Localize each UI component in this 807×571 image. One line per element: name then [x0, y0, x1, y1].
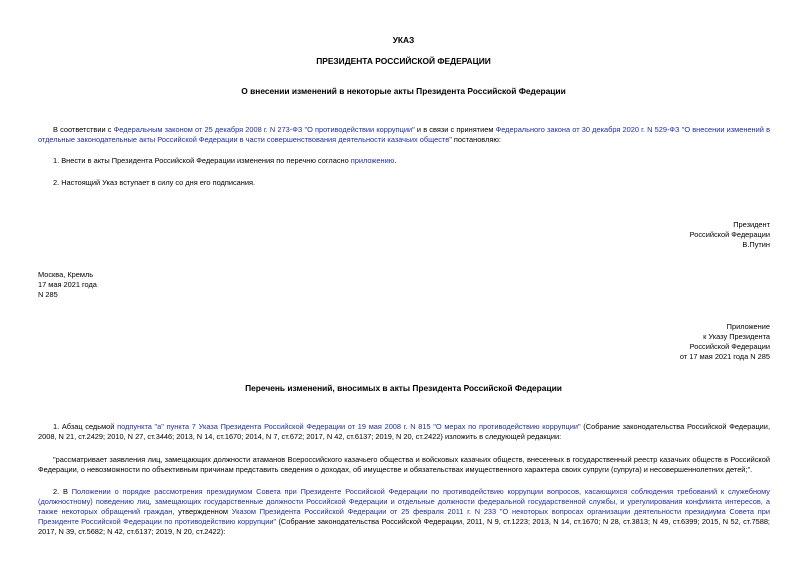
decree-233-link[interactable]: Указом Президента Российской Федерации от 25 февраля 2011 г. N 233 "О некоторых вопросах организации деятельности президиума Совета при Президенте Российской Федерации по противодействию коррупции" — [38, 507, 770, 526]
appendix-date: от 17 мая 2021 года N 285 — [679, 352, 770, 361]
federal-law-529-link[interactable]: Федерального закона от 30 декабря 2020 г. N 529-ФЗ "О внесении изменений в отдельные законодательные акты Российской Федерации в части совершенствования деятельности казачьих обществ" — [38, 125, 770, 144]
preamble-paragraph — [38, 125, 770, 145]
change-2-text-1: 2. В — [53, 487, 72, 496]
change-1-text-1: 1. Абзац седьмой — [53, 422, 118, 431]
change-1-paragraph — [38, 422, 770, 442]
doc-type-title: УКАЗ — [392, 35, 415, 45]
signature-country: Российской Федерации — [689, 230, 770, 239]
change-2-text-2: , утвержденном — [172, 507, 232, 516]
decree-subject: О внесении изменений в некоторые акты Президента Российской Федерации — [241, 86, 566, 96]
appendix-header — [680, 322, 770, 362]
appendix-ref: к Указу Президента — [703, 332, 770, 341]
item-1-paragraph — [38, 156, 770, 166]
preamble-text-3: постановляю: — [451, 135, 501, 144]
preamble-text-2: и в связи с принятием — [414, 125, 496, 134]
item-1-text: 1. Внести в акты Президента Российской Федерации изменения по перечню согласно — [53, 156, 351, 165]
federal-law-273-link[interactable]: Федеральным законом от 25 декабря 2008 г. N 273-ФЗ "О противодействии коррупции" — [113, 125, 415, 134]
signature-name: В.Путин — [742, 240, 770, 249]
regulation-link[interactable]: Положении о порядке рассмотрения президиумом Совета при Президенте Российской Федерации по противодействию коррупции вопросов, касающихся соблюдения требований к служебному (должностному) поведению лиц, замещающих государственные должности Российской Федерации и отдельные должности федеральной государственной службы, и урегулирования конфликта интересов, а также некоторых обращений граждан — [38, 487, 770, 516]
preamble-text-1: В соответствии с — [53, 125, 114, 134]
place-date-block — [38, 270, 97, 300]
appendix-label: Приложение — [726, 322, 770, 331]
change-2-paragraph — [38, 487, 770, 537]
decree-815-link[interactable]: Указа Президента Российской Федерации от 19 мая 2008 г. N 815 "О мерах по противодействию коррупции" — [198, 422, 581, 431]
quote-1-paragraph: "рассматривает заявления лиц, замещающих должности атаманов Всероссийского казачьего общества и войсковых казачьих обществ, внесенных в государственный реестр казачьих обществ в Российской Федерации, о невозможности по объективным причинам представить сведения о доходах, об имуществе и обязательствах имущественного характера своих супруги (супруга) и несовершеннолетних детей;". — [38, 455, 770, 474]
signature-position: Президент — [733, 220, 770, 229]
subparagraph-a-link[interactable]: подпункта "а" пункта 7 — [117, 422, 196, 431]
place: Москва, Кремль — [38, 270, 94, 279]
decree-number: N 285 — [38, 290, 58, 299]
signature-block — [690, 220, 770, 250]
date: 17 мая 2021 года — [38, 280, 97, 289]
change-1-text-3: (Собрание законодательства Российской Федерации, 2008, N 21, ст.2429; 2010, N 27, ст.3446; 2013, N 14, ст.1670; 2014, N 7, ст.672; 2017, N 42, ст.6137; 2019, N 20, ст.2422) изложить в следующей редакции: — [38, 422, 770, 441]
appendix-link[interactable]: приложению — [350, 156, 395, 165]
issuer-title: ПРЕЗИДЕНТА РОССИЙСКОЙ ФЕДЕРАЦИИ — [316, 56, 491, 66]
item-1-end: . — [394, 156, 397, 165]
appendix-country: Российской Федерации — [689, 342, 770, 351]
item-2-paragraph: 2. Настоящий Указ вступает в силу со дня его подписания. — [53, 178, 256, 187]
change-2-text-3: (Собрание законодательства Российской Федерации, 2011, N 9, ст.1223; 2013, N 14, ст.1670; N 28, ст.3813; N 49, ст.6399; 2015, N 52, ст.7588; 2017, N 39, ст.5682; N 42, ст.6137; 2019, N 20, ст.2422): — [38, 517, 770, 536]
changes-list-title: Перечень изменений, вносимых в акты Президента Российской Федерации — [245, 383, 562, 393]
